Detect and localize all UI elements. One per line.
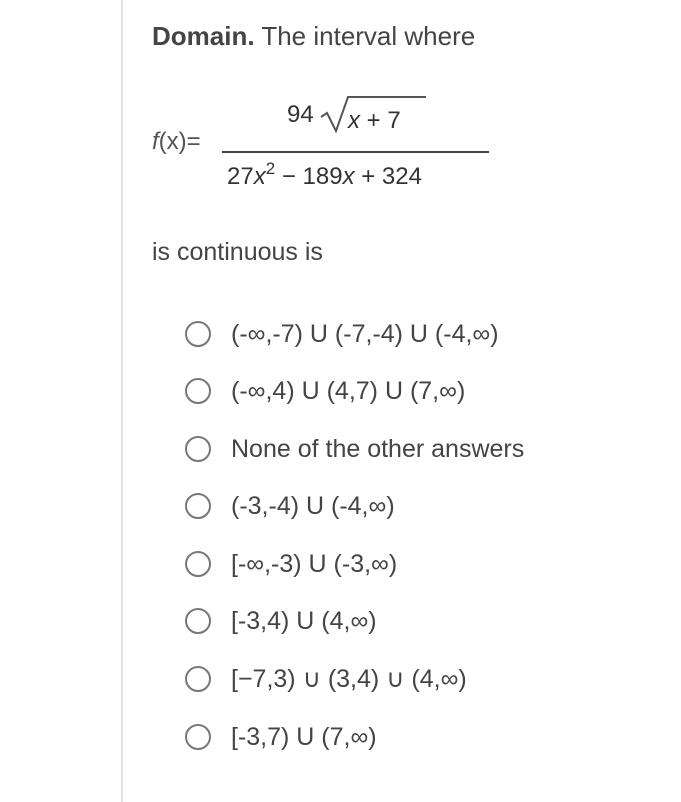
answer-option-label: (-∞,4) U (4,7) U (7,∞) bbox=[231, 376, 466, 405]
radicand: x + 7 bbox=[348, 107, 401, 134]
denominator: $27x^2 - 189x + 324$ bbox=[227, 159, 422, 190]
radio-unchecked-icon[interactable] bbox=[185, 378, 211, 404]
answer-option[interactable] bbox=[185, 544, 625, 584]
answer-option-label: [-3,7) U (7,∞) bbox=[231, 722, 377, 751]
radio-unchecked-icon[interactable] bbox=[185, 321, 211, 347]
answer-option-label: None of the other answers bbox=[231, 434, 525, 463]
numerator-coefficient: 94 bbox=[287, 101, 314, 128]
function-label: f(x)= bbox=[152, 128, 201, 155]
question-prompt bbox=[152, 20, 475, 52]
radio-unchecked-icon[interactable] bbox=[185, 608, 211, 634]
answer-option-label: [−7,3) ∪ (3,4) ∪ (4,∞) bbox=[231, 665, 467, 693]
radio-unchecked-icon[interactable] bbox=[185, 436, 211, 462]
prompt-bold-lead: Domain. bbox=[152, 21, 255, 51]
answer-option-label: (-∞,-7) U (-7,-4) U (-4,∞) bbox=[231, 319, 499, 348]
answer-option[interactable] bbox=[185, 486, 625, 526]
prompt-lead-text: The interval where bbox=[254, 21, 476, 51]
radio-unchecked-icon[interactable] bbox=[185, 724, 211, 750]
answer-option[interactable] bbox=[185, 371, 625, 411]
left-divider bbox=[121, 0, 123, 802]
function-formula bbox=[152, 95, 552, 205]
answer-option[interactable] bbox=[185, 717, 625, 757]
radio-unchecked-icon[interactable] bbox=[185, 551, 211, 577]
answer-option[interactable] bbox=[185, 659, 625, 699]
answer-option-label: [-3,4) U (4,∞) bbox=[231, 606, 377, 635]
fraction-bar bbox=[222, 151, 489, 153]
radio-unchecked-icon[interactable] bbox=[185, 493, 211, 519]
radio-unchecked-icon[interactable] bbox=[185, 666, 211, 692]
answer-option[interactable] bbox=[185, 601, 625, 641]
question-trailer: is continuous is bbox=[152, 238, 323, 266]
answer-option[interactable] bbox=[185, 429, 625, 469]
answer-option-label: [-∞,-3) U (-3,∞) bbox=[231, 549, 398, 578]
answer-option-label: (-3,-4) U (-4,∞) bbox=[231, 491, 395, 520]
answer-option[interactable] bbox=[185, 314, 625, 354]
